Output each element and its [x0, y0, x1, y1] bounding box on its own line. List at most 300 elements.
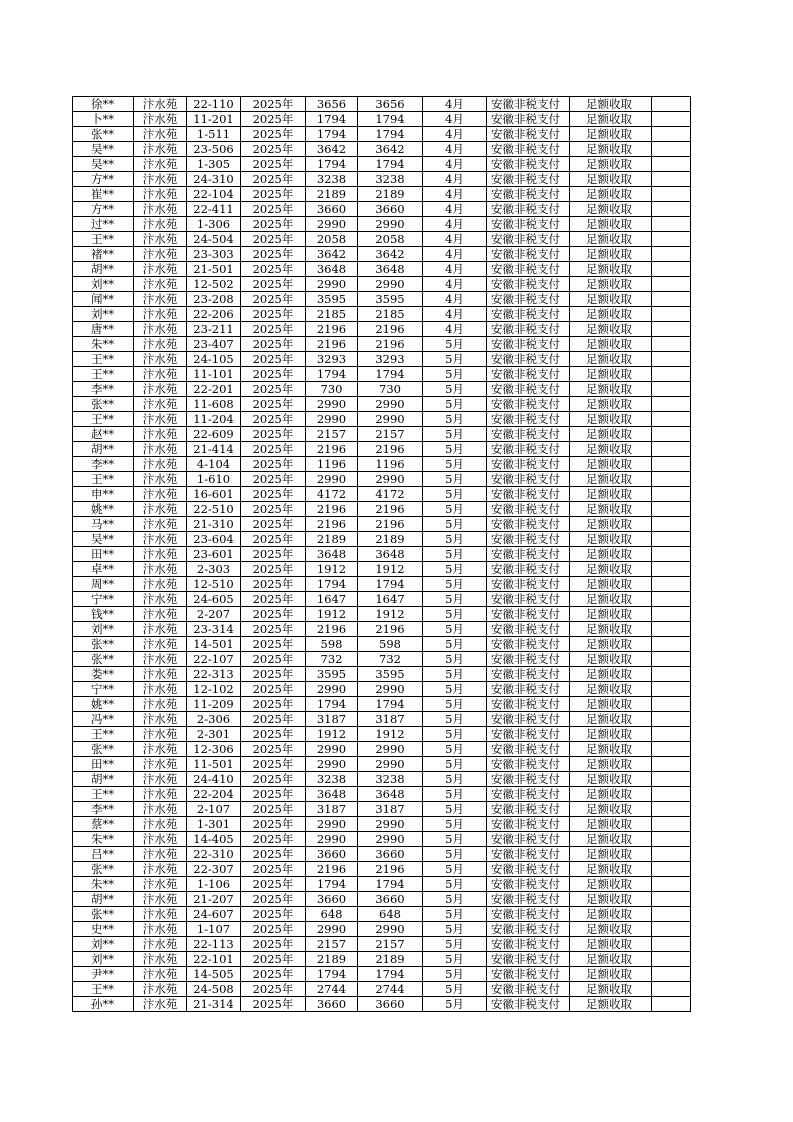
year-cell: 2025年 — [241, 532, 306, 547]
payment-method-cell: 安徽非税支付 — [487, 157, 570, 172]
community-cell: 汴水苑 — [134, 652, 187, 667]
amount-paid-cell: 3187 — [358, 712, 423, 727]
note-cell — [652, 352, 691, 367]
month-cell: 4月 — [423, 112, 487, 127]
note-cell — [652, 562, 691, 577]
note-cell — [652, 292, 691, 307]
amount-due-cell: 2990 — [306, 742, 358, 757]
amount-paid-cell: 4172 — [358, 487, 423, 502]
payment-method-cell: 安徽非税支付 — [487, 742, 570, 757]
collection-status-cell: 足额收取 — [570, 277, 652, 292]
community-cell: 汴水苑 — [134, 922, 187, 937]
year-cell: 2025年 — [241, 787, 306, 802]
amount-paid-cell: 3595 — [358, 667, 423, 682]
community-cell: 汴水苑 — [134, 322, 187, 337]
note-cell — [652, 652, 691, 667]
note-cell — [652, 202, 691, 217]
table-row — [73, 202, 691, 217]
community-cell: 汴水苑 — [134, 412, 187, 427]
unit-number-cell: 14-501 — [187, 637, 241, 652]
table-row — [73, 547, 691, 562]
owner-name-cell: 王** — [73, 727, 134, 742]
collection-status-cell: 足额收取 — [570, 292, 652, 307]
owner-name-cell: 刘** — [73, 622, 134, 637]
month-cell: 5月 — [423, 397, 487, 412]
amount-paid-cell: 1794 — [358, 112, 423, 127]
owner-name-cell: 李** — [73, 382, 134, 397]
amount-due-cell: 3293 — [306, 352, 358, 367]
table-row — [73, 352, 691, 367]
owner-name-cell: 张** — [73, 742, 134, 757]
table-row — [73, 502, 691, 517]
community-cell: 汴水苑 — [134, 697, 187, 712]
year-cell: 2025年 — [241, 967, 306, 982]
table-row — [73, 217, 691, 232]
table-row — [73, 397, 691, 412]
amount-paid-cell: 2196 — [358, 442, 423, 457]
payment-method-cell: 安徽非税支付 — [487, 127, 570, 142]
amount-paid-cell: 2990 — [358, 277, 423, 292]
year-cell: 2025年 — [241, 382, 306, 397]
unit-number-cell: 23-208 — [187, 292, 241, 307]
month-cell: 5月 — [423, 637, 487, 652]
amount-paid-cell: 2990 — [358, 817, 423, 832]
payment-method-cell: 安徽非税支付 — [487, 442, 570, 457]
amount-due-cell: 2990 — [306, 217, 358, 232]
note-cell — [652, 727, 691, 742]
payment-method-cell: 安徽非税支付 — [487, 562, 570, 577]
payment-method-cell: 安徽非税支付 — [487, 787, 570, 802]
month-cell: 5月 — [423, 442, 487, 457]
community-cell: 汴水苑 — [134, 772, 187, 787]
amount-due-cell: 2990 — [306, 817, 358, 832]
amount-paid-cell: 2196 — [358, 337, 423, 352]
unit-number-cell: 24-605 — [187, 592, 241, 607]
amount-paid-cell: 2189 — [358, 187, 423, 202]
payment-method-cell: 安徽非税支付 — [487, 172, 570, 187]
payment-method-cell: 安徽非税支付 — [487, 262, 570, 277]
collection-status-cell: 足额收取 — [570, 967, 652, 982]
month-cell: 5月 — [423, 622, 487, 637]
collection-status-cell: 足额收取 — [570, 787, 652, 802]
note-cell — [652, 307, 691, 322]
payment-method-cell: 安徽非税支付 — [487, 802, 570, 817]
amount-due-cell: 3648 — [306, 787, 358, 802]
note-cell — [652, 517, 691, 532]
payment-method-cell: 安徽非税支付 — [487, 337, 570, 352]
table-row — [73, 382, 691, 397]
amount-paid-cell: 1794 — [358, 877, 423, 892]
month-cell: 5月 — [423, 487, 487, 502]
month-cell: 5月 — [423, 427, 487, 442]
month-cell: 4月 — [423, 277, 487, 292]
table-row — [73, 307, 691, 322]
collection-status-cell: 足额收取 — [570, 397, 652, 412]
payment-method-cell: 安徽非税支付 — [487, 877, 570, 892]
payment-method-cell: 安徽非税支付 — [487, 112, 570, 127]
amount-paid-cell: 1912 — [358, 727, 423, 742]
collection-status-cell: 足额收取 — [570, 742, 652, 757]
note-cell — [652, 592, 691, 607]
unit-number-cell: 22-104 — [187, 187, 241, 202]
unit-number-cell: 11-209 — [187, 697, 241, 712]
amount-due-cell: 2157 — [306, 427, 358, 442]
amount-paid-cell: 2189 — [358, 532, 423, 547]
year-cell: 2025年 — [241, 982, 306, 997]
year-cell: 2025年 — [241, 172, 306, 187]
community-cell: 汴水苑 — [134, 742, 187, 757]
community-cell: 汴水苑 — [134, 952, 187, 967]
note-cell — [652, 757, 691, 772]
year-cell: 2025年 — [241, 922, 306, 937]
amount-paid-cell: 3660 — [358, 892, 423, 907]
amount-paid-cell: 2990 — [358, 832, 423, 847]
community-cell: 汴水苑 — [134, 247, 187, 262]
owner-name-cell: 冯** — [73, 712, 134, 727]
collection-status-cell: 足额收取 — [570, 517, 652, 532]
month-cell: 4月 — [423, 322, 487, 337]
table-row — [73, 262, 691, 277]
community-cell: 汴水苑 — [134, 262, 187, 277]
amount-paid-cell: 2058 — [358, 232, 423, 247]
amount-paid-cell: 1794 — [358, 967, 423, 982]
table-row — [73, 532, 691, 547]
amount-due-cell: 1794 — [306, 967, 358, 982]
collection-status-cell: 足额收取 — [570, 682, 652, 697]
amount-due-cell: 3660 — [306, 997, 358, 1012]
table-row — [73, 937, 691, 952]
collection-status-cell: 足额收取 — [570, 487, 652, 502]
note-cell — [652, 907, 691, 922]
community-cell: 汴水苑 — [134, 487, 187, 502]
amount-paid-cell: 3648 — [358, 262, 423, 277]
year-cell: 2025年 — [241, 322, 306, 337]
community-cell: 汴水苑 — [134, 637, 187, 652]
amount-due-cell: 1794 — [306, 697, 358, 712]
payment-method-cell: 安徽非税支付 — [487, 292, 570, 307]
year-cell: 2025年 — [241, 502, 306, 517]
year-cell: 2025年 — [241, 412, 306, 427]
payment-method-cell: 安徽非税支付 — [487, 652, 570, 667]
note-cell — [652, 127, 691, 142]
amount-due-cell: 3595 — [306, 292, 358, 307]
year-cell: 2025年 — [241, 562, 306, 577]
collection-status-cell: 足额收取 — [570, 127, 652, 142]
amount-due-cell: 2189 — [306, 952, 358, 967]
note-cell — [652, 877, 691, 892]
collection-status-cell: 足额收取 — [570, 442, 652, 457]
table-row — [73, 112, 691, 127]
year-cell: 2025年 — [241, 652, 306, 667]
month-cell: 4月 — [423, 247, 487, 262]
amount-due-cell: 2196 — [306, 322, 358, 337]
amount-paid-cell: 1647 — [358, 592, 423, 607]
community-cell: 汴水苑 — [134, 562, 187, 577]
amount-paid-cell: 2196 — [358, 622, 423, 637]
community-cell: 汴水苑 — [134, 547, 187, 562]
amount-paid-cell: 3187 — [358, 802, 423, 817]
note-cell — [652, 337, 691, 352]
month-cell: 5月 — [423, 757, 487, 772]
payment-method-cell: 安徽非税支付 — [487, 517, 570, 532]
collection-status-cell: 足额收取 — [570, 562, 652, 577]
unit-number-cell: 14-405 — [187, 832, 241, 847]
year-cell: 2025年 — [241, 247, 306, 262]
collection-status-cell: 足额收取 — [570, 307, 652, 322]
month-cell: 5月 — [423, 517, 487, 532]
year-cell: 2025年 — [241, 352, 306, 367]
payment-method-cell: 安徽非税支付 — [487, 592, 570, 607]
community-cell: 汴水苑 — [134, 892, 187, 907]
owner-name-cell: 王** — [73, 412, 134, 427]
table-row — [73, 232, 691, 247]
amount-due-cell: 2196 — [306, 622, 358, 637]
amount-paid-cell: 3660 — [358, 847, 423, 862]
month-cell: 5月 — [423, 352, 487, 367]
note-cell — [652, 862, 691, 877]
note-cell — [652, 142, 691, 157]
table-row — [73, 487, 691, 502]
collection-status-cell: 足额收取 — [570, 922, 652, 937]
owner-name-cell: 王** — [73, 472, 134, 487]
amount-paid-cell: 2196 — [358, 322, 423, 337]
amount-due-cell: 2990 — [306, 682, 358, 697]
owner-name-cell: 朱** — [73, 877, 134, 892]
unit-number-cell: 23-604 — [187, 532, 241, 547]
owner-name-cell: 吴** — [73, 157, 134, 172]
month-cell: 4月 — [423, 97, 487, 112]
amount-paid-cell: 1794 — [358, 697, 423, 712]
note-cell — [652, 532, 691, 547]
note-cell — [652, 742, 691, 757]
unit-number-cell: 23-601 — [187, 547, 241, 562]
month-cell: 5月 — [423, 997, 487, 1012]
year-cell: 2025年 — [241, 757, 306, 772]
month-cell: 5月 — [423, 607, 487, 622]
month-cell: 5月 — [423, 787, 487, 802]
payment-method-cell: 安徽非税支付 — [487, 817, 570, 832]
collection-status-cell: 足额收取 — [570, 697, 652, 712]
collection-status-cell: 足额收取 — [570, 187, 652, 202]
owner-name-cell: 朱** — [73, 337, 134, 352]
payment-method-cell: 安徽非税支付 — [487, 382, 570, 397]
note-cell — [652, 952, 691, 967]
note-cell — [652, 217, 691, 232]
payment-method-cell: 安徽非税支付 — [487, 187, 570, 202]
month-cell: 4月 — [423, 262, 487, 277]
unit-number-cell: 2-303 — [187, 562, 241, 577]
owner-name-cell: 周** — [73, 577, 134, 592]
amount-paid-cell: 1794 — [358, 127, 423, 142]
collection-status-cell: 足额收取 — [570, 232, 652, 247]
payment-method-cell: 安徽非税支付 — [487, 772, 570, 787]
collection-status-cell: 足额收取 — [570, 622, 652, 637]
owner-name-cell: 徐** — [73, 97, 134, 112]
payment-method-cell: 安徽非税支付 — [487, 142, 570, 157]
table-row — [73, 997, 691, 1012]
note-cell — [652, 922, 691, 937]
owner-name-cell: 方** — [73, 172, 134, 187]
amount-due-cell: 3238 — [306, 172, 358, 187]
table-row — [73, 457, 691, 472]
community-cell: 汴水苑 — [134, 367, 187, 382]
payment-method-cell: 安徽非税支付 — [487, 202, 570, 217]
year-cell: 2025年 — [241, 97, 306, 112]
unit-number-cell: 23-506 — [187, 142, 241, 157]
amount-paid-cell: 2990 — [358, 412, 423, 427]
year-cell: 2025年 — [241, 337, 306, 352]
community-cell: 汴水苑 — [134, 217, 187, 232]
note-cell — [652, 667, 691, 682]
community-cell: 汴水苑 — [134, 907, 187, 922]
payment-method-cell: 安徽非税支付 — [487, 487, 570, 502]
year-cell: 2025年 — [241, 937, 306, 952]
unit-number-cell: 12-510 — [187, 577, 241, 592]
owner-name-cell: 钱** — [73, 607, 134, 622]
unit-number-cell: 12-502 — [187, 277, 241, 292]
community-cell: 汴水苑 — [134, 517, 187, 532]
amount-paid-cell: 730 — [358, 382, 423, 397]
month-cell: 5月 — [423, 802, 487, 817]
table-row — [73, 817, 691, 832]
year-cell: 2025年 — [241, 637, 306, 652]
note-cell — [652, 247, 691, 262]
note-cell — [652, 607, 691, 622]
month-cell: 4月 — [423, 172, 487, 187]
table-row — [73, 247, 691, 262]
amount-due-cell: 598 — [306, 637, 358, 652]
unit-number-cell: 1-106 — [187, 877, 241, 892]
month-cell: 5月 — [423, 952, 487, 967]
table-row — [73, 622, 691, 637]
payment-method-cell: 安徽非税支付 — [487, 307, 570, 322]
unit-number-cell: 24-105 — [187, 352, 241, 367]
collection-status-cell: 足额收取 — [570, 427, 652, 442]
community-cell: 汴水苑 — [134, 877, 187, 892]
collection-status-cell: 足额收取 — [570, 907, 652, 922]
table-row — [73, 907, 691, 922]
amount-due-cell: 3660 — [306, 892, 358, 907]
year-cell: 2025年 — [241, 277, 306, 292]
amount-due-cell: 3642 — [306, 247, 358, 262]
owner-name-cell: 吴** — [73, 532, 134, 547]
unit-number-cell: 22-110 — [187, 97, 241, 112]
table-row — [73, 367, 691, 382]
community-cell: 汴水苑 — [134, 682, 187, 697]
unit-number-cell: 14-505 — [187, 967, 241, 982]
table-row — [73, 862, 691, 877]
payment-method-cell: 安徽非税支付 — [487, 532, 570, 547]
month-cell: 5月 — [423, 412, 487, 427]
amount-due-cell: 1794 — [306, 367, 358, 382]
collection-status-cell: 足额收取 — [570, 592, 652, 607]
collection-status-cell: 足额收取 — [570, 217, 652, 232]
amount-due-cell: 1647 — [306, 592, 358, 607]
collection-status-cell: 足额收取 — [570, 472, 652, 487]
payment-method-cell: 安徽非税支付 — [487, 862, 570, 877]
year-cell: 2025年 — [241, 862, 306, 877]
month-cell: 5月 — [423, 967, 487, 982]
unit-number-cell: 1-107 — [187, 922, 241, 937]
amount-paid-cell: 3648 — [358, 787, 423, 802]
unit-number-cell: 23-303 — [187, 247, 241, 262]
collection-status-cell: 足额收取 — [570, 97, 652, 112]
unit-number-cell: 11-501 — [187, 757, 241, 772]
unit-number-cell: 23-407 — [187, 337, 241, 352]
unit-number-cell: 24-504 — [187, 232, 241, 247]
amount-due-cell: 2990 — [306, 412, 358, 427]
payment-method-cell: 安徽非税支付 — [487, 217, 570, 232]
collection-status-cell: 足额收取 — [570, 382, 652, 397]
owner-name-cell: 张** — [73, 637, 134, 652]
amount-due-cell: 2196 — [306, 862, 358, 877]
collection-status-cell: 足额收取 — [570, 802, 652, 817]
payment-method-cell: 安徽非税支付 — [487, 832, 570, 847]
unit-number-cell: 11-101 — [187, 367, 241, 382]
amount-paid-cell: 3656 — [358, 97, 423, 112]
owner-name-cell: 闻** — [73, 292, 134, 307]
collection-status-cell: 足额收取 — [570, 832, 652, 847]
year-cell: 2025年 — [241, 697, 306, 712]
owner-name-cell: 蔡** — [73, 817, 134, 832]
unit-number-cell: 22-313 — [187, 667, 241, 682]
table-row — [73, 652, 691, 667]
year-cell: 2025年 — [241, 472, 306, 487]
table-row — [73, 832, 691, 847]
payment-method-cell: 安徽非税支付 — [487, 907, 570, 922]
community-cell: 汴水苑 — [134, 757, 187, 772]
amount-paid-cell: 2157 — [358, 937, 423, 952]
year-cell: 2025年 — [241, 367, 306, 382]
amount-due-cell: 2196 — [306, 517, 358, 532]
amount-due-cell: 2990 — [306, 757, 358, 772]
month-cell: 5月 — [423, 502, 487, 517]
table-row — [73, 277, 691, 292]
month-cell: 5月 — [423, 547, 487, 562]
community-cell: 汴水苑 — [134, 667, 187, 682]
owner-name-cell: 朱** — [73, 832, 134, 847]
owner-name-cell: 胡** — [73, 892, 134, 907]
owner-name-cell: 田** — [73, 547, 134, 562]
owner-name-cell: 张** — [73, 397, 134, 412]
month-cell: 4月 — [423, 187, 487, 202]
month-cell: 4月 — [423, 127, 487, 142]
amount-due-cell: 1794 — [306, 112, 358, 127]
month-cell: 5月 — [423, 982, 487, 997]
payment-method-cell: 安徽非税支付 — [487, 232, 570, 247]
amount-paid-cell: 1912 — [358, 562, 423, 577]
payment-method-cell: 安徽非税支付 — [487, 412, 570, 427]
table-row — [73, 607, 691, 622]
note-cell — [652, 442, 691, 457]
owner-name-cell: 胡** — [73, 262, 134, 277]
year-cell: 2025年 — [241, 397, 306, 412]
table-row — [73, 757, 691, 772]
collection-status-cell: 足额收取 — [570, 652, 652, 667]
owner-name-cell: 刘** — [73, 937, 134, 952]
owner-name-cell: 褚** — [73, 247, 134, 262]
table-row — [73, 337, 691, 352]
amount-paid-cell: 1794 — [358, 157, 423, 172]
amount-due-cell: 2058 — [306, 232, 358, 247]
amount-paid-cell: 2990 — [358, 682, 423, 697]
collection-status-cell: 足额收取 — [570, 952, 652, 967]
year-cell: 2025年 — [241, 217, 306, 232]
year-cell: 2025年 — [241, 262, 306, 277]
month-cell: 4月 — [423, 307, 487, 322]
payment-method-cell: 安徽非税支付 — [487, 547, 570, 562]
payment-method-cell: 安徽非税支付 — [487, 607, 570, 622]
